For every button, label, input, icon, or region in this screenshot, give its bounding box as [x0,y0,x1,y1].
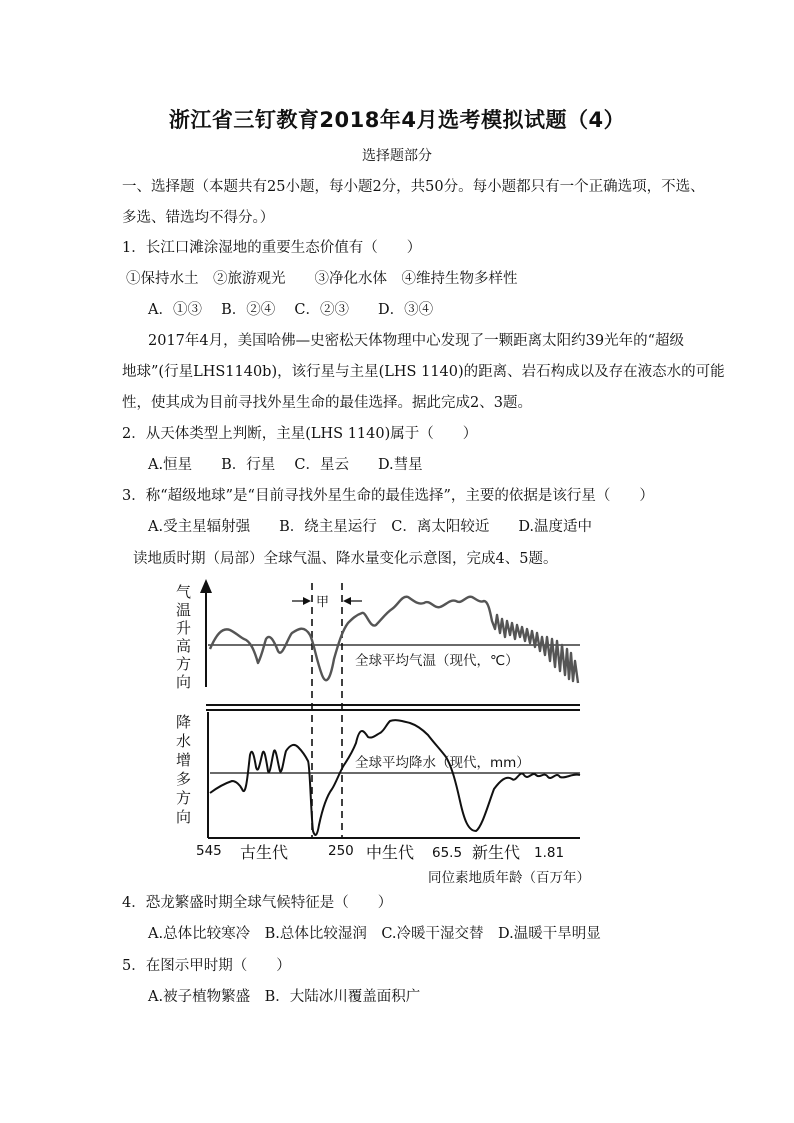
question-5-stem: 5．在图示甲时期（ ） [122,958,291,974]
passage-line3: 性，使其成为目前寻找外星生命的最佳选择。据此完成2、3题。 [122,395,532,411]
x-tick-1-81: 1.81 [534,845,565,861]
precip-ylabel-char: 多 [176,770,192,788]
page-title: 浙江省三钉教育2018年4月选考模拟试题（4） [168,108,626,132]
question-1-choices: A．①③ B．②④ C．②③ D．③④ [148,302,434,318]
precip-ylabel-char: 方 [176,789,192,807]
question-1-items: ①保持水土 ②旅游观光 ③净化水体 ④维持生物多样性 [126,271,518,287]
jia-arrow-left-head [303,597,311,605]
temp-ylabel-char: 升 [176,619,192,637]
question-2-stem: 2．从天体类型上判断，主星(LHS 1140)属于（ ） [122,426,478,442]
temp-ylabel-char: 高 [176,637,192,655]
precip-ylabel [176,713,191,826]
question-1-stem: 1．长江口滩涂湿地的重要生态价值有（ ） [122,240,422,256]
x-tick-545: 545 [196,843,222,859]
precip-ylabel-char: 向 [176,808,192,826]
jia-arrow-right-head [343,597,351,605]
question-5-choices: A.被子植物繁盛 B．大陆冰川覆盖面积广 [148,989,421,1005]
chart-intro: 读地质时期（局部）全球气温、降水量变化示意图，完成4、5题。 [133,551,558,567]
question-3-choices: A.受主星辐射强 B．绕主星运行 C．离太阳较近 D.温度适中 [148,519,593,535]
temp-ylabel [176,583,191,691]
precip-ylabel-char: 水 [176,732,192,750]
precip-ylabel-char: 增 [176,751,192,769]
x-tick-65-5: 65.5 [432,845,463,861]
temp-axis-arrowhead [200,579,212,593]
climate-chart [170,575,600,890]
temperature-series-line [210,597,578,683]
precipitation-series-line [210,720,580,835]
section-intro-line1: 一、选择题（本题共有25小题，每小题2分，共50分。每小题都只有一个正确选项，不选、 [122,179,705,195]
precip-reference-label: 全球平均降水（现代，mm） [355,755,530,771]
jia-label: 甲 [316,595,330,610]
temp-reference-label: 全球平均气温（现代，℃） [355,653,519,669]
question-3-stem: 3．称“超级地球”是“目前寻找外星生命的最佳选择”，主要的依据是该行星（ ） [122,488,654,504]
passage-line2: 地球”(行星LHS1140b)，该行星与主星(LHS 1140)的距离、岩石构成以及存在液态水的可能 [122,364,725,380]
temp-ylabel-char: 方 [176,655,192,673]
era-cenozoic: 新生代 [472,843,521,862]
passage-line1: 2017年4月，美国哈佛—史密松天体物理中心发现了一颗距离太阳约39光年的“超级 [148,333,684,349]
temp-ylabel-char: 向 [176,673,192,691]
question-2-choices: A.恒星 B．行星 C．星云 D.彗星 [148,457,423,473]
question-4-stem: 4．恐龙繁盛时期全球气候特征是（ ） [122,895,393,911]
section-subtitle: 选择题部分 [362,148,432,164]
x-tick-250: 250 [328,843,354,859]
section-intro-line2: 多选、错选均不得分。） [122,210,275,226]
precip-ylabel-char: 降 [176,713,192,731]
temp-ylabel-char: 气 [176,583,192,601]
question-4-choices: A.总体比较寒冷 B.总体比较湿润 C.冷暖干湿交替 D.温暖干旱明显 [148,926,601,942]
era-mesozoic: 中生代 [366,843,415,862]
x-axis-label: 同位素地质年龄（百万年） [428,870,590,886]
temp-ylabel-char: 温 [176,601,192,619]
era-paleozoic: 古生代 [240,843,289,862]
